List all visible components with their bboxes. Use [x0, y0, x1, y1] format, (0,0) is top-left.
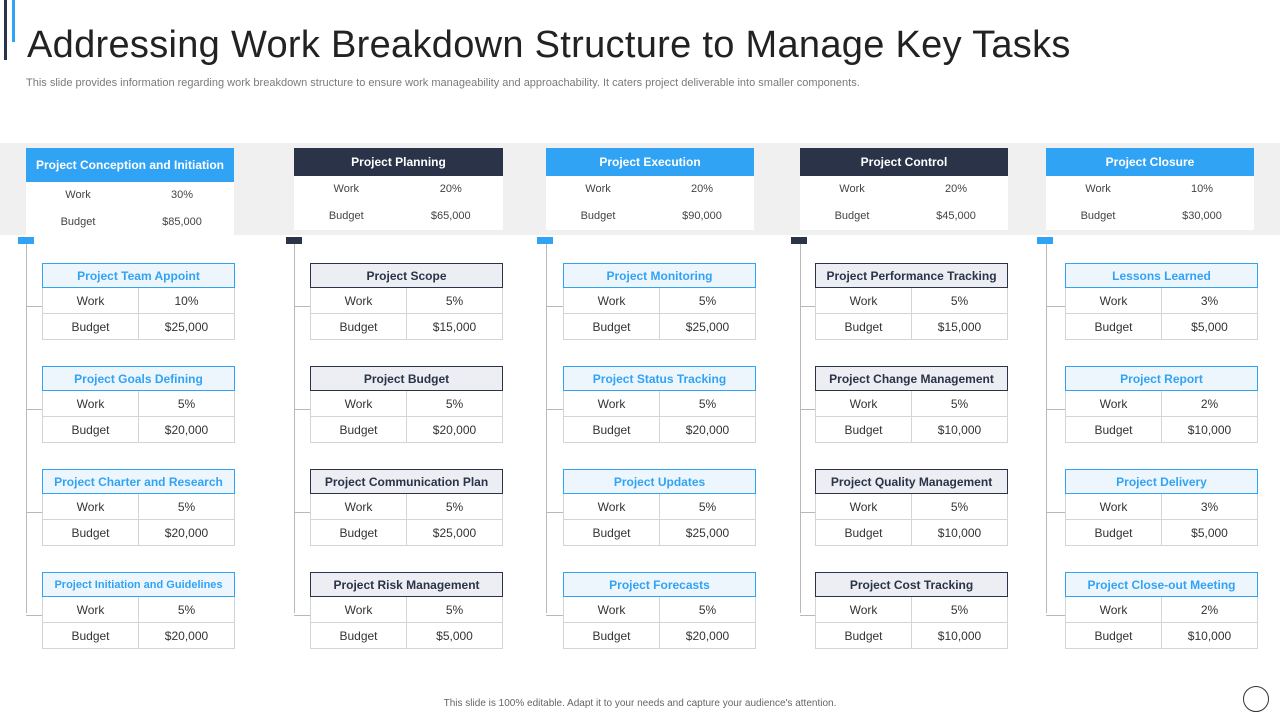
task-card — [1065, 263, 1258, 340]
task-title: Project Goals Defining — [42, 366, 235, 391]
tree-branch-line — [1046, 306, 1065, 307]
task-work-row — [815, 288, 1008, 314]
phase-budget-row — [800, 202, 1008, 230]
task-title: Project Initiation and Guidelines — [42, 572, 235, 597]
task-budget-row — [1065, 417, 1258, 443]
task-card — [310, 572, 503, 649]
phase-work-value: 10% — [1190, 183, 1214, 195]
phase-budget-row — [294, 202, 503, 230]
tree-branch-line — [26, 512, 42, 513]
task-card — [42, 366, 235, 443]
task-work-label: Work — [76, 499, 105, 514]
task-work-value: 5% — [911, 597, 1007, 622]
task-work-label: Work — [849, 602, 878, 617]
phase-work-label: Work — [333, 183, 359, 195]
task-work-label: Work — [597, 602, 626, 617]
phase-budget-label: Budget — [60, 216, 96, 228]
task-work-label: Work — [849, 499, 878, 514]
phase-budget-row — [1046, 202, 1254, 230]
task-title: Project Forecasts — [563, 572, 756, 597]
task-work-value: 5% — [406, 494, 502, 519]
accent-bar-blue — [12, 0, 15, 42]
task-budget-label: Budget — [1094, 422, 1133, 437]
tree-connector-line — [26, 244, 27, 613]
task-card — [563, 366, 756, 443]
tree-branch-line — [546, 615, 563, 616]
task-title: Project Team Appoint — [42, 263, 235, 288]
tree-branch-line — [294, 306, 310, 307]
task-work-value: 3% — [1161, 494, 1257, 519]
task-card — [1065, 572, 1258, 649]
task-budget-label: Budget — [592, 525, 631, 540]
tree-connector-line — [546, 244, 547, 613]
phase-work-value: 20% — [690, 183, 714, 195]
phase-budget-label: Budget — [1080, 210, 1116, 222]
phase-work-value: 20% — [944, 183, 968, 195]
page-title: Addressing Work Breakdown Structure to Manage Key Tasks — [27, 24, 1071, 66]
phase-budget-label: Budget — [580, 210, 616, 222]
tree-branch-line — [1046, 615, 1065, 616]
task-title: Project Scope — [310, 263, 503, 288]
task-title: Project Monitoring — [563, 263, 756, 288]
task-budget-value: $20,000 — [138, 520, 234, 545]
task-work-value: 5% — [406, 288, 502, 313]
task-budget-label: Budget — [592, 628, 631, 643]
task-budget-label: Budget — [339, 422, 378, 437]
task-card — [310, 263, 503, 340]
circle-icon — [1243, 686, 1269, 712]
task-work-label: Work — [76, 396, 105, 411]
phase-title: Project Closure — [1046, 148, 1254, 176]
task-card — [815, 366, 1008, 443]
task-budget-value: $10,000 — [1161, 623, 1257, 648]
task-budget-row — [310, 520, 503, 546]
phase-work-label: Work — [1085, 183, 1111, 195]
task-budget-row — [42, 623, 235, 649]
tree-branch-line — [800, 409, 815, 410]
task-work-label: Work — [1099, 293, 1128, 308]
phase-work-label: Work — [65, 189, 91, 201]
task-work-label: Work — [849, 293, 878, 308]
phase-work-row — [1046, 176, 1254, 202]
task-card — [563, 572, 756, 649]
phase-work-row — [26, 182, 234, 208]
phase-work-row — [294, 176, 503, 202]
task-work-value: 5% — [659, 494, 755, 519]
task-budget-value: $20,000 — [138, 623, 234, 648]
task-work-row — [1065, 494, 1258, 520]
task-budget-row — [815, 314, 1008, 340]
task-budget-value: $5,000 — [1161, 520, 1257, 545]
task-title: Project Risk Management — [310, 572, 503, 597]
task-work-value: 5% — [138, 494, 234, 519]
task-work-value: 5% — [138, 597, 234, 622]
task-work-label: Work — [344, 293, 373, 308]
task-budget-label: Budget — [339, 628, 378, 643]
task-title: Project Charter and Research — [42, 469, 235, 494]
task-work-row — [310, 288, 503, 314]
phase-budget-value: $45,000 — [936, 210, 976, 222]
task-budget-label: Budget — [71, 628, 110, 643]
task-card — [310, 366, 503, 443]
task-work-label: Work — [344, 396, 373, 411]
task-work-value: 10% — [138, 288, 234, 313]
tree-node-marker — [537, 237, 553, 244]
task-work-value: 5% — [659, 391, 755, 416]
task-budget-label: Budget — [844, 422, 883, 437]
task-card — [815, 263, 1008, 340]
phase-work-row — [546, 176, 754, 202]
task-budget-row — [310, 623, 503, 649]
task-budget-label: Budget — [339, 319, 378, 334]
task-work-row — [1065, 597, 1258, 623]
task-budget-value: $25,000 — [659, 520, 755, 545]
task-budget-value: $15,000 — [406, 314, 502, 339]
phase-work-label: Work — [585, 183, 611, 195]
task-work-label: Work — [1099, 499, 1128, 514]
task-budget-row — [1065, 623, 1258, 649]
task-work-row — [42, 288, 235, 314]
phase-title: Project Execution — [546, 148, 754, 176]
task-budget-row — [563, 520, 756, 546]
task-budget-label: Budget — [71, 525, 110, 540]
task-budget-row — [42, 417, 235, 443]
page-subtitle: This slide provides information regarding work breakdown structure to ensure work manageability and approachability. It caters project deliverable into smaller components. — [26, 77, 860, 89]
task-card — [42, 469, 235, 546]
task-work-row — [310, 597, 503, 623]
task-budget-value: $10,000 — [911, 623, 1007, 648]
tree-branch-line — [800, 615, 815, 616]
phase-budget-value: $85,000 — [162, 216, 202, 228]
task-title: Project Updates — [563, 469, 756, 494]
task-budget-value: $20,000 — [406, 417, 502, 442]
task-work-value: 2% — [1161, 391, 1257, 416]
task-work-label: Work — [1099, 602, 1128, 617]
task-work-row — [815, 494, 1008, 520]
task-budget-value: $25,000 — [659, 314, 755, 339]
phase-budget-value: $65,000 — [430, 210, 471, 222]
task-work-row — [42, 494, 235, 520]
task-work-label: Work — [597, 293, 626, 308]
task-title: Project Quality Management — [815, 469, 1008, 494]
accent-bar-dark — [4, 0, 7, 60]
tree-branch-line — [26, 615, 42, 616]
task-budget-label: Budget — [844, 319, 883, 334]
phase-card — [800, 148, 1008, 230]
phase-budget-row — [546, 202, 754, 230]
task-work-label: Work — [849, 396, 878, 411]
phase-card — [1046, 148, 1254, 230]
task-budget-row — [42, 314, 235, 340]
task-budget-label: Budget — [844, 628, 883, 643]
phase-budget-label: Budget — [328, 210, 364, 222]
task-work-label: Work — [1099, 396, 1128, 411]
task-budget-label: Budget — [339, 525, 378, 540]
task-work-label: Work — [597, 499, 626, 514]
phase-budget-label: Budget — [834, 210, 870, 222]
phase-budget-value: $90,000 — [682, 210, 722, 222]
tree-branch-line — [294, 615, 310, 616]
task-work-row — [310, 391, 503, 417]
task-work-row — [563, 597, 756, 623]
task-work-row — [563, 391, 756, 417]
task-budget-value: $20,000 — [659, 417, 755, 442]
phase-budget-value: $30,000 — [1182, 210, 1222, 222]
task-work-row — [563, 288, 756, 314]
tree-branch-line — [800, 512, 815, 513]
task-work-row — [815, 391, 1008, 417]
footer-note: This slide is 100% editable. Adapt it to your needs and capture your audience's attention. — [443, 698, 837, 709]
tree-branch-line — [546, 409, 563, 410]
tree-branch-line — [800, 306, 815, 307]
tree-node-marker — [791, 237, 807, 244]
task-budget-label: Budget — [71, 422, 110, 437]
task-work-value: 5% — [406, 597, 502, 622]
task-title: Project Status Tracking — [563, 366, 756, 391]
task-budget-label: Budget — [71, 319, 110, 334]
task-title: Project Report — [1065, 366, 1258, 391]
tree-branch-line — [546, 306, 563, 307]
task-title: Project Performance Tracking — [815, 263, 1008, 288]
task-work-row — [563, 494, 756, 520]
tree-branch-line — [1046, 512, 1065, 513]
task-work-row — [1065, 391, 1258, 417]
task-budget-value: $10,000 — [911, 520, 1007, 545]
task-work-value: 5% — [659, 597, 755, 622]
task-work-value: 2% — [1161, 597, 1257, 622]
task-card — [1065, 469, 1258, 546]
task-work-row — [1065, 288, 1258, 314]
task-title: Project Budget — [310, 366, 503, 391]
task-work-label: Work — [344, 602, 373, 617]
phase-work-label: Work — [839, 183, 865, 195]
tree-branch-line — [294, 512, 310, 513]
task-budget-value: $25,000 — [138, 314, 234, 339]
task-budget-row — [42, 520, 235, 546]
phase-budget-row — [26, 208, 234, 236]
task-budget-row — [563, 623, 756, 649]
task-work-label: Work — [76, 602, 105, 617]
tree-node-marker — [1037, 237, 1053, 244]
tree-node-marker — [286, 237, 302, 244]
task-budget-row — [1065, 314, 1258, 340]
task-work-value: 5% — [911, 391, 1007, 416]
task-budget-value: $5,000 — [406, 623, 502, 648]
task-budget-value: $5,000 — [1161, 314, 1257, 339]
task-card — [42, 572, 235, 649]
task-work-value: 5% — [911, 494, 1007, 519]
task-budget-label: Budget — [592, 422, 631, 437]
task-budget-value: $25,000 — [406, 520, 502, 545]
task-budget-row — [563, 314, 756, 340]
tree-node-marker — [18, 237, 34, 244]
task-card — [1065, 366, 1258, 443]
phase-card — [546, 148, 754, 230]
task-budget-row — [563, 417, 756, 443]
task-work-row — [42, 597, 235, 623]
task-work-label: Work — [76, 293, 105, 308]
task-title: Project Change Management — [815, 366, 1008, 391]
task-budget-label: Budget — [592, 319, 631, 334]
task-title: Lessons Learned — [1065, 263, 1258, 288]
task-work-row — [310, 494, 503, 520]
task-budget-row — [310, 417, 503, 443]
tree-branch-line — [1046, 409, 1065, 410]
task-budget-label: Budget — [1094, 628, 1133, 643]
phase-title: Project Planning — [294, 148, 503, 176]
tree-connector-line — [800, 244, 801, 613]
tree-connector-line — [294, 244, 295, 613]
task-title: Project Communication Plan — [310, 469, 503, 494]
task-budget-row — [1065, 520, 1258, 546]
task-budget-value: $20,000 — [138, 417, 234, 442]
task-title: Project Delivery — [1065, 469, 1258, 494]
phase-work-value: 20% — [439, 183, 462, 195]
task-work-label: Work — [344, 499, 373, 514]
task-budget-label: Budget — [1094, 319, 1133, 334]
task-work-value: 5% — [406, 391, 502, 416]
task-work-value: 5% — [659, 288, 755, 313]
task-budget-value: $15,000 — [911, 314, 1007, 339]
task-budget-row — [815, 417, 1008, 443]
task-work-value: 5% — [138, 391, 234, 416]
task-card — [563, 263, 756, 340]
task-budget-label: Budget — [1094, 525, 1133, 540]
task-budget-value: $20,000 — [659, 623, 755, 648]
task-budget-row — [310, 314, 503, 340]
phase-work-row — [800, 176, 1008, 202]
tree-branch-line — [26, 306, 42, 307]
phase-title: Project Conception and Initiation — [26, 148, 234, 182]
phase-card — [294, 148, 503, 230]
tree-branch-line — [26, 409, 42, 410]
task-budget-label: Budget — [844, 525, 883, 540]
task-budget-row — [815, 623, 1008, 649]
task-work-label: Work — [597, 396, 626, 411]
phase-card — [26, 148, 234, 236]
task-card — [815, 469, 1008, 546]
task-budget-row — [815, 520, 1008, 546]
phase-title: Project Control — [800, 148, 1008, 176]
tree-branch-line — [546, 512, 563, 513]
task-budget-value: $10,000 — [911, 417, 1007, 442]
phase-work-value: 30% — [170, 189, 194, 201]
task-card — [815, 572, 1008, 649]
task-work-value: 3% — [1161, 288, 1257, 313]
task-work-value: 5% — [911, 288, 1007, 313]
task-card — [563, 469, 756, 546]
task-title: Project Close-out Meeting — [1065, 572, 1258, 597]
task-work-row — [815, 597, 1008, 623]
task-card — [42, 263, 235, 340]
task-title: Project Cost Tracking — [815, 572, 1008, 597]
tree-connector-line — [1046, 244, 1047, 613]
tree-branch-line — [294, 409, 310, 410]
task-budget-value: $10,000 — [1161, 417, 1257, 442]
task-card — [310, 469, 503, 546]
task-work-row — [42, 391, 235, 417]
